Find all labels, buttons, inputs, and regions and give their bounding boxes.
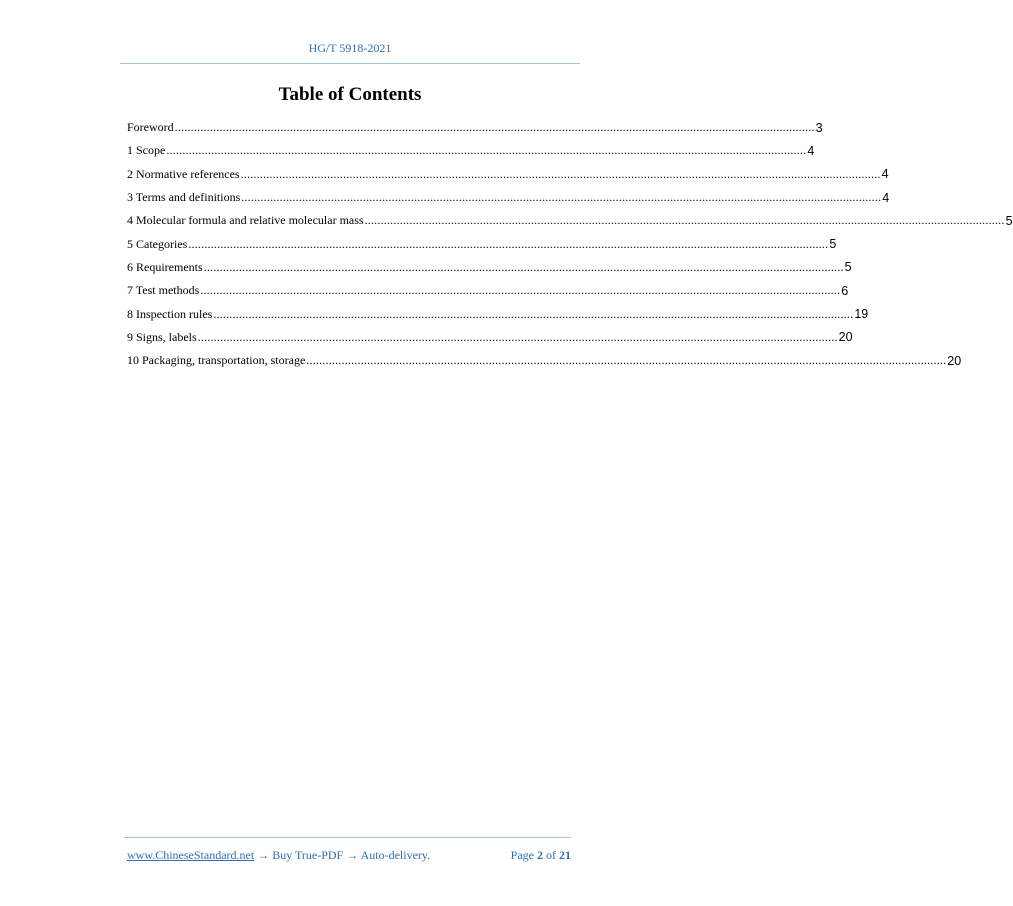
buy-pdf-link[interactable]: Buy True-PDF: [272, 848, 344, 862]
toc-leader-dots: ........................................................................................................................................................................................................: [203, 259, 844, 274]
page-word: Page: [510, 848, 534, 862]
toc-entry-label: 6 Requirements: [127, 259, 203, 274]
toc-leader-dots: ........................................................................................................................................................................................................: [240, 166, 881, 181]
toc-entry-label: Foreword: [127, 120, 174, 135]
toc-entry-label: 2 Normative references: [127, 166, 240, 181]
toc-entry-label: 9 Signs, labels: [127, 329, 197, 344]
toc-entry-page: 4: [807, 143, 815, 158]
toc-entry-label: 10 Packaging, transportation, storage: [127, 353, 306, 368]
page-total: 21: [559, 848, 571, 862]
toc-entry-terms-and-definitions[interactable]: [127, 186, 890, 209]
arrow-right-icon: →: [257, 848, 270, 862]
toc-entry-page: 5: [1005, 213, 1013, 228]
toc-entry-label: 8 Inspection rules: [127, 306, 213, 321]
toc-entry-label: 1 Scope: [127, 143, 166, 158]
toc-entry-page: 5: [844, 260, 852, 275]
toc-entry-page: 4: [882, 190, 890, 205]
site-link[interactable]: www.ChineseStandard.net: [127, 848, 255, 862]
toc-entry-page: 20: [947, 353, 962, 368]
toc-entry-page: 6: [841, 283, 849, 298]
toc-entry-requirements[interactable]: [127, 256, 852, 279]
toc-leader-dots: ........................................................................................................................................................................................................: [188, 236, 829, 251]
toc-entry-test-methods[interactable]: [127, 279, 849, 302]
toc-entry-page: 3: [815, 120, 823, 135]
toc-entry-molecular-formula[interactable]: [127, 209, 1013, 232]
toc-leader-dots: ........................................................................................................................................................................................................: [197, 329, 838, 344]
toc-entry-packaging[interactable]: [127, 349, 962, 372]
of-word: of: [546, 848, 556, 862]
toc-leader-dots: ........................................................................................................................................................................................................: [241, 190, 882, 205]
footer-promo: [127, 848, 430, 863]
toc-entry-page: 19: [854, 307, 869, 322]
toc-title: Table of Contents: [278, 84, 422, 105]
toc-entry-normative-references[interactable]: [127, 163, 889, 186]
toc-leader-dots: ........................................................................................................................................................................................................: [364, 213, 1005, 228]
arrow-right-icon: →: [346, 848, 359, 862]
page-current: 2: [537, 848, 543, 862]
toc-entry-page: 5: [829, 237, 837, 252]
toc-leader-dots: ........................................................................................................................................................................................................: [200, 283, 841, 298]
toc-leader-dots: ........................................................................................................................................................................................................: [174, 120, 815, 135]
toc-entry-page: 4: [881, 167, 889, 182]
toc-entry-inspection-rules[interactable]: [127, 302, 869, 325]
toc-entry-scope[interactable]: [127, 139, 815, 162]
toc-leader-dots: ........................................................................................................................................................................................................: [166, 143, 807, 158]
toc-leader-dots: ........................................................................................................................................................................................................: [213, 306, 854, 321]
toc-entry-page: 20: [838, 330, 853, 345]
document-code-header: HG/T 5918-2021: [308, 41, 392, 55]
toc-entry-foreword[interactable]: [127, 116, 823, 139]
page-number: [511, 848, 571, 863]
toc-entry-label: 7 Test methods: [127, 283, 200, 298]
toc-list: [127, 116, 1013, 372]
toc-entry-categories[interactable]: [127, 232, 837, 255]
toc-entry-label: 5 Categories: [127, 236, 188, 251]
footer-divider: [124, 837, 571, 838]
toc-entry-signs-labels[interactable]: [127, 326, 853, 349]
delivery-text: Auto-delivery.: [360, 848, 431, 862]
header-divider: [120, 63, 580, 64]
toc-leader-dots: ........................................................................................................................................................................................................: [306, 353, 947, 368]
toc-entry-label: 3 Terms and definitions: [127, 190, 241, 205]
toc-entry-label: 4 Molecular formula and relative molecular mass: [127, 213, 364, 228]
